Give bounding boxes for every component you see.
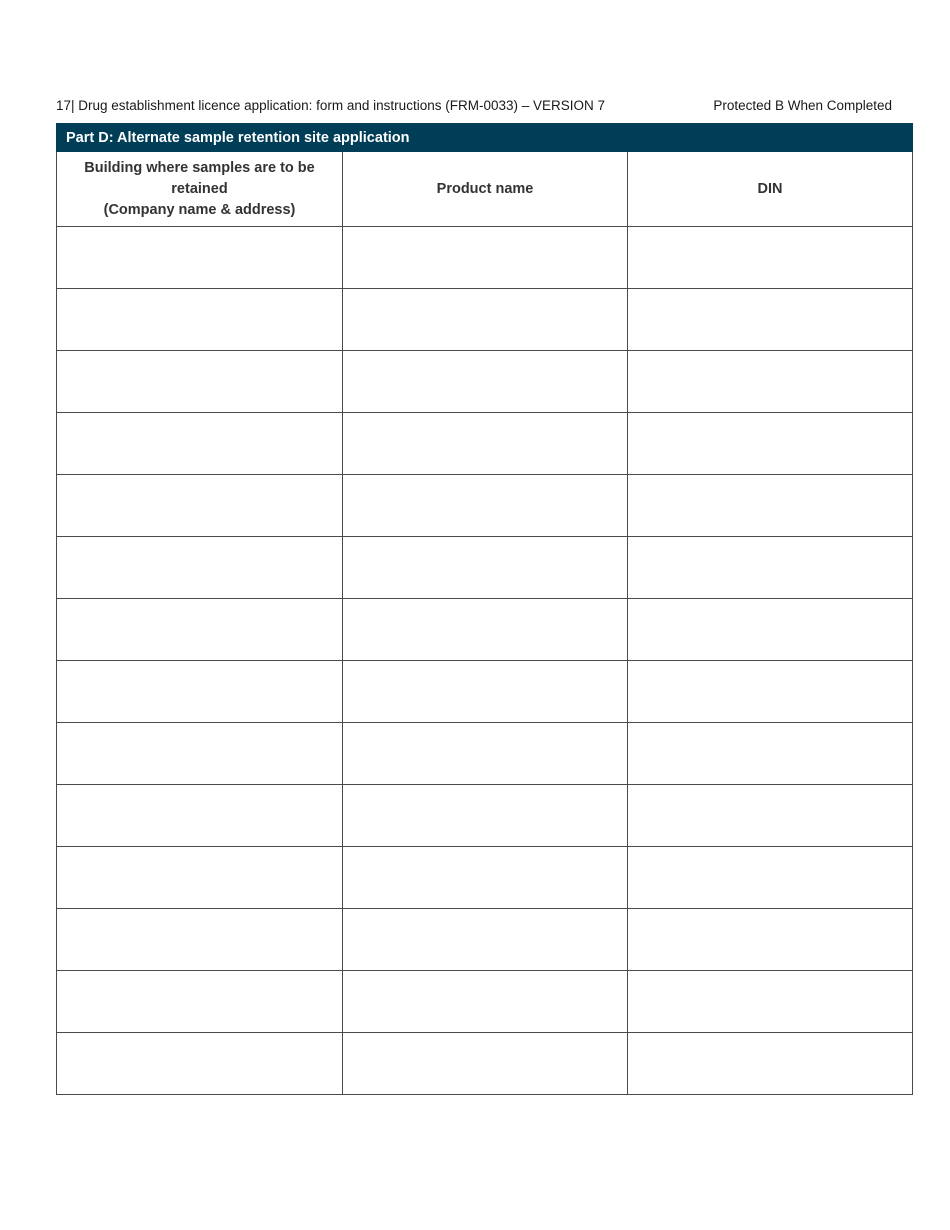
column-header-line: Building where samples are to be	[84, 159, 315, 176]
building-field[interactable]	[57, 351, 343, 413]
building-field[interactable]	[57, 413, 343, 475]
column-header-building	[57, 152, 343, 227]
building-field[interactable]	[57, 723, 343, 785]
table-row	[57, 723, 913, 785]
section-title: Part D: Alternate sample retention site application	[57, 124, 913, 152]
product-name-field[interactable]	[343, 537, 628, 599]
column-header-line: Product name	[436, 180, 534, 197]
din-field[interactable]	[628, 661, 913, 723]
table-row	[57, 971, 913, 1033]
table-row	[57, 227, 913, 289]
page-header	[56, 96, 892, 116]
table-body	[57, 227, 913, 1095]
table-row	[57, 785, 913, 847]
table-row	[57, 847, 913, 909]
product-name-field[interactable]	[343, 847, 628, 909]
product-name-field[interactable]	[343, 289, 628, 351]
building-field[interactable]	[57, 661, 343, 723]
din-field[interactable]	[628, 289, 913, 351]
table-row	[57, 289, 913, 351]
product-name-field[interactable]	[343, 351, 628, 413]
din-field[interactable]	[628, 1033, 913, 1095]
product-name-field[interactable]	[343, 475, 628, 537]
document-title: 17| Drug establishment licence application: form and instructions (FRM-0033) – VERSION 7	[56, 98, 605, 113]
building-field[interactable]	[57, 227, 343, 289]
din-field[interactable]	[628, 227, 913, 289]
din-field[interactable]	[628, 909, 913, 971]
column-header-line: retained	[171, 180, 228, 197]
sample-retention-table	[56, 123, 913, 1095]
product-name-field[interactable]	[343, 1033, 628, 1095]
building-field[interactable]	[57, 847, 343, 909]
product-name-field[interactable]	[343, 413, 628, 475]
column-header-line: DIN	[757, 180, 783, 197]
product-name-field[interactable]	[343, 723, 628, 785]
building-field[interactable]	[57, 289, 343, 351]
table-row	[57, 599, 913, 661]
building-field[interactable]	[57, 785, 343, 847]
product-name-field[interactable]	[343, 971, 628, 1033]
product-name-field[interactable]	[343, 599, 628, 661]
din-field[interactable]	[628, 537, 913, 599]
din-field[interactable]	[628, 847, 913, 909]
building-field[interactable]	[57, 909, 343, 971]
din-field[interactable]	[628, 413, 913, 475]
table-row	[57, 661, 913, 723]
table-row	[57, 909, 913, 971]
din-field[interactable]	[628, 971, 913, 1033]
table-row	[57, 537, 913, 599]
column-header-din	[628, 152, 913, 227]
product-name-field[interactable]	[343, 227, 628, 289]
column-header-line: (Company name & address)	[103, 201, 296, 218]
building-field[interactable]	[57, 971, 343, 1033]
product-name-field[interactable]	[343, 661, 628, 723]
product-name-field[interactable]	[343, 909, 628, 971]
protection-label: Protected B When Completed	[713, 98, 892, 113]
din-field[interactable]	[628, 599, 913, 661]
table-row	[57, 475, 913, 537]
table-row	[57, 413, 913, 475]
building-field[interactable]	[57, 1033, 343, 1095]
din-field[interactable]	[628, 723, 913, 785]
table-row	[57, 1033, 913, 1095]
building-field[interactable]	[57, 599, 343, 661]
building-field[interactable]	[57, 537, 343, 599]
table-row	[57, 351, 913, 413]
building-field[interactable]	[57, 475, 343, 537]
din-field[interactable]	[628, 475, 913, 537]
column-header-product-name	[343, 152, 628, 227]
din-field[interactable]	[628, 351, 913, 413]
product-name-field[interactable]	[343, 785, 628, 847]
din-field[interactable]	[628, 785, 913, 847]
